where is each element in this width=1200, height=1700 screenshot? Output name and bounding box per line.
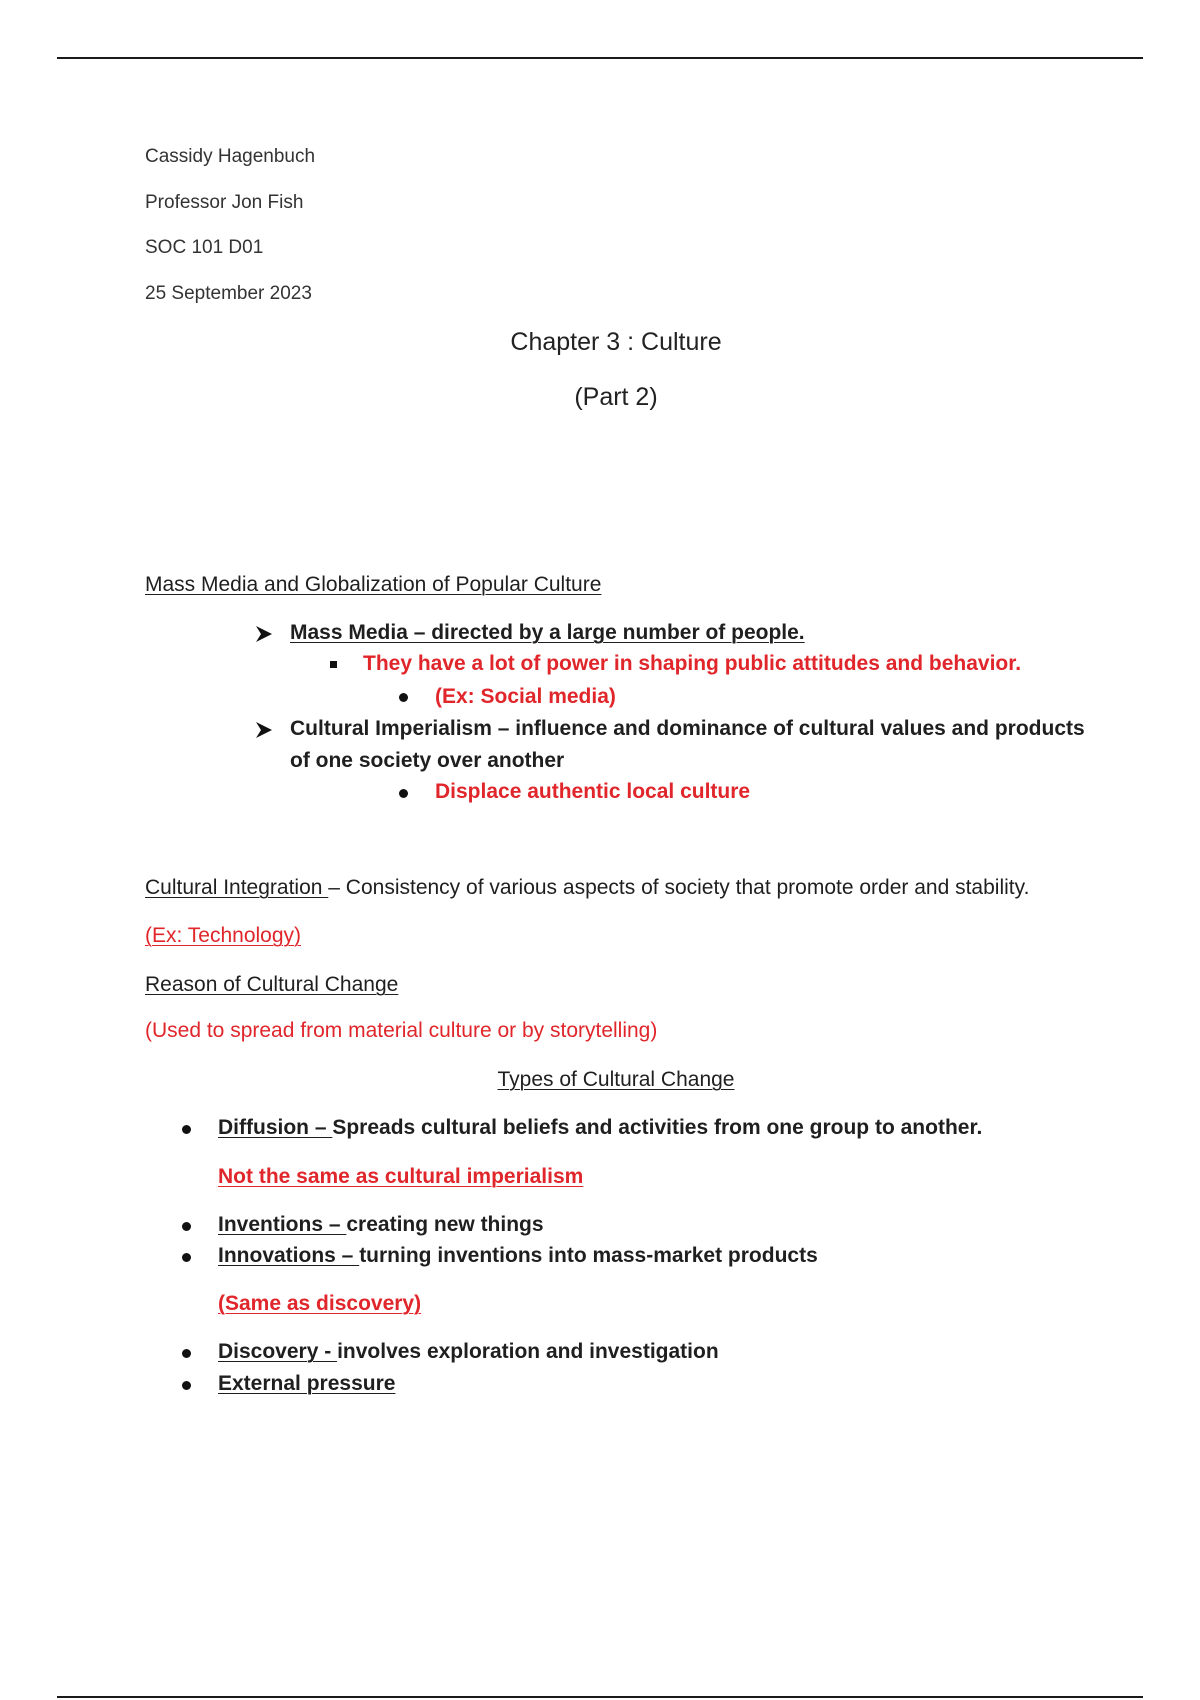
dot-bullet-icon xyxy=(182,1349,191,1358)
integration-example: (Ex: Technology) xyxy=(145,924,302,947)
reason-note: (Used to spread from material culture or by storytelling) xyxy=(145,1019,658,1042)
reason-heading: Reason of Cultural Change xyxy=(145,973,399,996)
imperialism-note: Displace authentic local culture xyxy=(435,780,751,803)
diffusion-desc: Spreads cultural beliefs and activities from one group to another. xyxy=(332,1116,983,1139)
dot-bullet-icon xyxy=(182,1381,191,1390)
innovations-term: Innovations – xyxy=(218,1244,360,1267)
section-heading-mass-media: Mass Media and Globalization of Popular Culture xyxy=(145,573,602,596)
author-name: Cassidy Hagenbuch xyxy=(145,146,316,167)
diffusion-term: Diffusion – xyxy=(218,1116,333,1139)
type-external-pressure: External pressure xyxy=(218,1372,396,1395)
dot-bullet-icon xyxy=(182,1253,191,1262)
dot-bullet-icon xyxy=(399,789,408,798)
professor-name: Professor Jon Fish xyxy=(145,192,304,213)
date: 25 September 2023 xyxy=(145,283,312,304)
cultural-integration-line xyxy=(145,876,1029,900)
discovery-desc: involves exploration and investigation xyxy=(337,1340,719,1363)
type-inventions xyxy=(218,1213,544,1237)
integration-definition: – Consistency of various aspects of society that promote order and stability. xyxy=(328,876,1030,899)
type-innovations xyxy=(218,1244,818,1268)
page-title: Chapter 3 : Culture xyxy=(510,328,722,356)
discovery-term: Discovery - xyxy=(218,1340,338,1363)
course-code: SOC 101 D01 xyxy=(145,237,264,258)
bottom-rule xyxy=(57,1696,1143,1698)
inventions-desc: creating new things xyxy=(346,1213,544,1236)
arrow-bullet-icon xyxy=(254,624,274,644)
inventions-term: Inventions – xyxy=(218,1213,347,1236)
page-subtitle: (Part 2) xyxy=(574,383,658,411)
mass-media-example: (Ex: Social media) xyxy=(435,685,616,708)
dot-bullet-icon xyxy=(182,1222,191,1231)
square-bullet-icon xyxy=(330,661,337,668)
type-diffusion xyxy=(218,1116,982,1140)
mass-media-item: Mass Media – directed by a large number of people. xyxy=(290,621,805,644)
cultural-imperialism-item: Cultural Imperialism – influence and dominance of cultural values and products xyxy=(290,717,1085,740)
dot-bullet-icon xyxy=(399,693,408,702)
diffusion-note: Not the same as cultural imperialism xyxy=(218,1165,584,1188)
types-heading: Types of Cultural Change xyxy=(497,1068,735,1091)
mass-media-note: They have a lot of power in shaping public attitudes and behavior. xyxy=(363,652,1022,675)
integration-term: Cultural Integration xyxy=(145,876,329,899)
type-discovery xyxy=(218,1340,719,1364)
dot-bullet-icon xyxy=(182,1125,191,1134)
arrow-bullet-icon xyxy=(254,720,274,740)
cultural-imperialism-item-cont: of one society over another xyxy=(290,749,565,772)
top-rule xyxy=(57,57,1143,59)
innovations-desc: turning inventions into mass-market products xyxy=(359,1244,818,1267)
innovations-note: (Same as discovery) xyxy=(218,1292,422,1315)
